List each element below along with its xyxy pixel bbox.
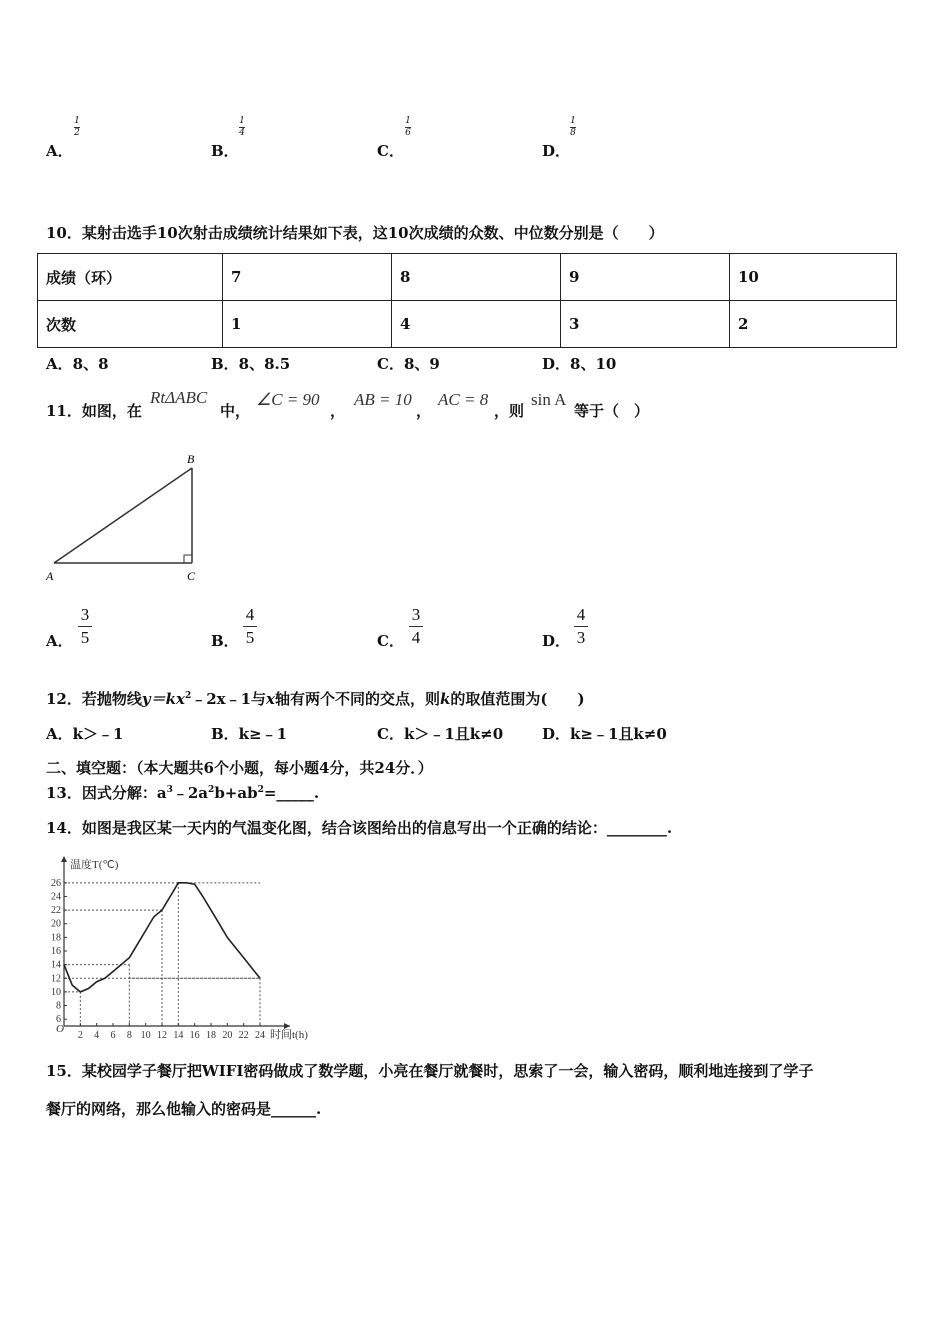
q13-text: =_____. — [263, 784, 320, 802]
x-tick-label: 2 — [77, 1030, 83, 1040]
option-fraction — [243, 605, 257, 647]
chart-reference-lines — [64, 883, 260, 1026]
sina-text: sin A — [531, 390, 567, 409]
q13-text: b+ab — [214, 784, 258, 802]
q12-question — [46, 688, 585, 709]
x-tick-label: 14 — [173, 1030, 184, 1040]
right-angle-mark — [184, 555, 192, 563]
q11-option-a — [46, 605, 166, 655]
q11-option-b — [211, 605, 331, 655]
q11-text: ，则 — [494, 402, 525, 420]
vertex-b-label: B — [187, 452, 195, 466]
q12-text: 的取值范围为( ) — [450, 690, 585, 708]
chart-axes — [61, 856, 290, 1029]
option-label: D． — [542, 632, 571, 650]
table-cell: 9 — [561, 254, 730, 301]
option-fraction — [409, 605, 423, 647]
q11-option-c — [377, 605, 497, 655]
score-table — [37, 253, 897, 348]
chart-xlabel: 时间t(h) — [270, 1029, 308, 1040]
y-tick-label: 16 — [51, 946, 61, 957]
q9-option-b-fraction — [239, 108, 245, 138]
q9-option-a-fraction — [74, 108, 80, 138]
x-tick-label: 24 — [255, 1030, 265, 1040]
x-tick-label: 16 — [189, 1030, 200, 1040]
x-tick-label: 4 — [94, 1030, 100, 1040]
numerator: 1 — [405, 116, 411, 126]
q12-k: k — [440, 690, 451, 708]
option-label: B． — [211, 632, 239, 650]
y-tick-label: 10 — [51, 986, 61, 998]
q12-x: x — [266, 690, 275, 708]
exponent: 2 — [257, 785, 264, 795]
denominator: 2 — [74, 128, 80, 138]
table-cell: 7 — [223, 254, 392, 301]
q10-question: 10．某射击选手10次射击成绩统计结果如下表，这10次成绩的众数、中位数分别是（ ） — [46, 224, 664, 242]
q12-option-c: C．k＞﹣1且k≠0 — [377, 725, 504, 743]
chart-ylabel: 温度T(℃) — [70, 859, 119, 871]
option-fraction — [574, 605, 588, 647]
numerator: 4 — [576, 605, 586, 624]
q11-text: ， — [416, 402, 432, 420]
table-cell: 10 — [730, 254, 897, 301]
q15-question-line2: 餐厅的网络，那么他输入的密码是______. — [46, 1100, 322, 1118]
numerator: 1 — [570, 116, 576, 126]
chart-origin: O — [56, 1023, 64, 1035]
table-cell: 3 — [561, 301, 730, 348]
table-cell: 8 — [392, 254, 561, 301]
y-tick-label: 12 — [51, 973, 61, 985]
table-row — [38, 301, 897, 348]
numerator: 4 — [245, 605, 255, 624]
table-cell: 成绩（环） — [38, 254, 223, 301]
q12-exponent: 2 — [184, 691, 192, 701]
option-label: A． — [46, 632, 73, 650]
q10-option-d: D．8、10 — [542, 355, 617, 373]
table-cell: 2 — [730, 301, 897, 348]
q12-equation: y＝kx — [141, 690, 185, 708]
q9-option-b — [211, 108, 331, 158]
x-tick-label: 12 — [157, 1030, 167, 1040]
q11-prefix: 11．如图，在 — [46, 402, 142, 420]
q10-option-b: B．8、8.5 — [211, 355, 291, 373]
option-label: C． — [377, 632, 404, 650]
numerator: 1 — [74, 116, 80, 126]
triangle-figure — [40, 450, 210, 590]
q13-text: 13．因式分解：a — [46, 784, 167, 802]
chart-ticks — [51, 878, 265, 1040]
q11-suffix: 等于（ ） — [574, 402, 650, 420]
q11-ab: AB = 10 — [354, 390, 412, 409]
denominator: 4 — [411, 628, 421, 647]
q15-question-line1: 15．某校园学子餐厅把WIFI密码做成了数学题，小亮在餐厅就餐时，思索了一会，输入密码，顺利地连接到了学子 — [46, 1062, 814, 1080]
q11-text: 中， — [220, 402, 251, 420]
temperature-chart — [40, 850, 340, 1040]
y-tick-label: 26 — [51, 877, 61, 889]
x-tick-label: 20 — [222, 1030, 233, 1040]
x-tick-label: 10 — [140, 1030, 151, 1040]
q9-option-d — [542, 108, 662, 158]
vertex-c-label: C — [187, 569, 196, 583]
q12-text: 12．若抛物线 — [46, 690, 142, 708]
y-tick-label: 24 — [51, 891, 61, 903]
q9-option-c — [377, 108, 497, 158]
numerator: 3 — [411, 605, 421, 624]
q13-question — [46, 782, 319, 803]
y-tick-label: 14 — [51, 959, 61, 971]
q12-text: 轴有两个不同的交点，则 — [275, 690, 441, 708]
q12-option-a: A．k＞﹣1 — [46, 725, 124, 743]
q9-option-d-fraction — [570, 108, 576, 138]
x-tick-label: 22 — [238, 1030, 249, 1040]
option-label: D． — [542, 142, 571, 160]
table-cell: 4 — [392, 301, 561, 348]
option-label: B． — [211, 142, 239, 160]
numerator: 1 — [239, 116, 245, 126]
y-tick-label: 8 — [56, 1000, 61, 1012]
vertex-a-label: A — [46, 569, 54, 583]
q11-text: ， — [330, 402, 346, 420]
table-cell: 次数 — [38, 301, 223, 348]
table-cell: 1 — [223, 301, 392, 348]
q9-option-a — [46, 108, 166, 158]
section-heading: 二、填空题：（本大题共6个小题，每小题4分，共24分．） — [46, 759, 433, 777]
q12-option-b: B．k≥﹣1 — [211, 725, 288, 743]
denominator: 8 — [570, 128, 576, 138]
q10-option-c: C．8、9 — [377, 355, 440, 373]
y-tick-label: 6 — [56, 1014, 61, 1026]
q11-ac: AC = 8 — [438, 390, 489, 409]
q11-sina — [531, 390, 566, 410]
side-ab — [54, 468, 192, 563]
y-tick-label: 20 — [51, 918, 61, 930]
q12-equation-rest: ﹣2x﹣1 — [191, 690, 252, 708]
q14-question: 14．如图是我区某一天内的气温变化图，结合该图给出的信息写出一个正确的结论：________. — [46, 819, 673, 837]
q12-text: 与 — [251, 690, 267, 708]
q11-triangle: RtΔABC — [150, 388, 208, 407]
q13-text: ﹣2a — [172, 784, 209, 802]
denominator: 6 — [405, 128, 411, 138]
q11-question — [46, 388, 906, 420]
x-tick-label: 6 — [110, 1030, 116, 1040]
y-tick-label: 22 — [51, 905, 61, 917]
q11-option-d — [542, 605, 662, 655]
denominator: 4 — [239, 128, 245, 138]
denominator: 5 — [245, 628, 255, 647]
q10-option-a: A．8、8 — [46, 355, 109, 373]
denominator: 5 — [80, 628, 90, 647]
option-label: C． — [377, 142, 404, 160]
exponent: 2 — [208, 785, 215, 795]
numerator: 3 — [80, 605, 90, 624]
option-fraction — [78, 605, 92, 647]
q11-angle: ∠C = 90 — [256, 390, 320, 409]
q12-option-d: D．k≥﹣1且k≠0 — [542, 725, 667, 743]
option-label: A． — [46, 142, 73, 160]
y-axis-arrow — [61, 856, 67, 862]
table-row — [38, 254, 897, 301]
x-tick-label: 18 — [206, 1030, 216, 1040]
q9-option-c-fraction — [405, 108, 411, 138]
x-tick-label: 8 — [126, 1030, 132, 1040]
exponent: 3 — [166, 785, 173, 795]
y-tick-label: 18 — [51, 932, 61, 944]
denominator: 3 — [576, 628, 586, 647]
